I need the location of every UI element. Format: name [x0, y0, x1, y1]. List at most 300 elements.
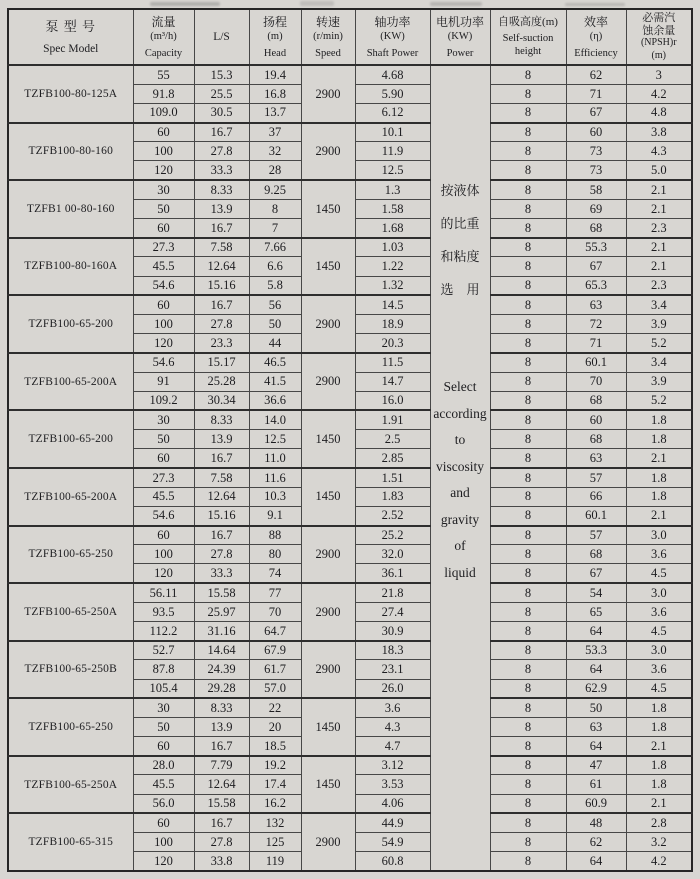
head-cell: 9.25	[249, 180, 301, 199]
ls-cell: 27.8	[194, 142, 249, 161]
head-cell: 28	[249, 161, 301, 180]
npsh-cell: 4.3	[626, 142, 692, 161]
efficiency-cell: 64	[566, 852, 626, 871]
capacity-cell: 120	[133, 161, 194, 180]
suction-cell: 8	[490, 334, 566, 353]
head-cell: 14.0	[249, 410, 301, 429]
header-label: 扬程	[262, 15, 287, 29]
suction-cell: 8	[490, 161, 566, 180]
header-label: Self-suction	[502, 33, 554, 44]
table-row	[8, 353, 692, 372]
efficiency-cell: 57	[566, 526, 626, 545]
npsh-cell: 3	[626, 65, 692, 84]
capacity-cell: 91	[133, 372, 194, 391]
speed-cell: 2900	[301, 65, 355, 123]
suction-cell: 8	[490, 526, 566, 545]
speed-cell: 1450	[301, 238, 355, 296]
efficiency-cell: 63	[566, 449, 626, 468]
capacity-cell: 45.5	[133, 775, 194, 794]
head-cell: 119	[249, 852, 301, 871]
npsh-cell: 4.2	[626, 84, 692, 103]
efficiency-cell: 54	[566, 583, 626, 602]
table-row	[8, 583, 692, 602]
head-cell: 32	[249, 142, 301, 161]
table-row	[8, 756, 692, 775]
head-cell: 88	[249, 526, 301, 545]
model-cell: TZFB100-65-250	[8, 698, 133, 756]
shaft-power-cell: 44.9	[355, 813, 430, 832]
shaft-power-cell: 14.7	[355, 372, 430, 391]
capacity-cell: 50	[133, 717, 194, 736]
npsh-cell: 1.8	[626, 410, 692, 429]
shaft-power-cell: 1.03	[355, 238, 430, 257]
npsh-cell: 3.0	[626, 526, 692, 545]
shaft-power-cell: 3.53	[355, 775, 430, 794]
capacity-cell: 120	[133, 564, 194, 583]
efficiency-cell: 60.1	[566, 353, 626, 372]
ls-cell: 8.33	[194, 410, 249, 429]
suction-cell: 8	[490, 142, 566, 161]
header-label: (η)	[589, 31, 603, 42]
ls-cell: 27.8	[194, 545, 249, 564]
head-cell: 74	[249, 564, 301, 583]
shaft-power-cell: 1.51	[355, 468, 430, 487]
head-cell: 16.2	[249, 794, 301, 813]
efficiency-cell: 66	[566, 487, 626, 506]
ls-cell: 15.3	[194, 65, 249, 84]
efficiency-cell: 67	[566, 257, 626, 276]
npsh-cell: 1.8	[626, 775, 692, 794]
npsh-cell: 5.0	[626, 161, 692, 180]
ls-cell: 12.64	[194, 775, 249, 794]
head-cell: 125	[249, 833, 301, 852]
ls-cell: 23.3	[194, 334, 249, 353]
suction-cell: 8	[490, 449, 566, 468]
suction-cell: 8	[490, 717, 566, 736]
ls-cell: 13.9	[194, 430, 249, 449]
head-cell: 18.5	[249, 737, 301, 756]
ls-cell: 25.28	[194, 372, 249, 391]
shaft-power-cell: 6.12	[355, 103, 430, 122]
model-cell: TZFB100-65-250A	[8, 583, 133, 641]
col-header-capacity	[133, 9, 194, 65]
ls-cell: 16.7	[194, 123, 249, 142]
shaft-power-cell: 25.2	[355, 526, 430, 545]
header-label: L/S	[213, 31, 230, 43]
suction-cell: 8	[490, 506, 566, 525]
npsh-cell: 4.5	[626, 621, 692, 640]
header-label: 电机功率	[435, 15, 484, 29]
efficiency-cell: 62	[566, 65, 626, 84]
npsh-cell: 2.1	[626, 180, 692, 199]
model-cell: TZFB100-80-160	[8, 123, 133, 181]
ls-cell: 29.28	[194, 679, 249, 698]
head-cell: 57.0	[249, 679, 301, 698]
speed-cell: 1450	[301, 698, 355, 756]
col-header-efficiency	[566, 9, 626, 65]
capacity-cell: 60	[133, 449, 194, 468]
table-row	[8, 698, 692, 717]
speed-cell: 2900	[301, 123, 355, 181]
npsh-cell: 5.2	[626, 391, 692, 410]
col-header-self-suction	[490, 9, 566, 65]
ls-cell: 12.64	[194, 487, 249, 506]
table-row	[8, 813, 692, 832]
capacity-cell: 30	[133, 410, 194, 429]
speed-cell: 1450	[301, 468, 355, 526]
efficiency-cell: 73	[566, 161, 626, 180]
col-header-ls	[194, 9, 249, 65]
suction-cell: 8	[490, 276, 566, 295]
ls-cell: 7.58	[194, 468, 249, 487]
suction-cell: 8	[490, 583, 566, 602]
npsh-cell: 3.4	[626, 295, 692, 314]
npsh-cell: 2.8	[626, 813, 692, 832]
head-cell: 36.6	[249, 391, 301, 410]
header-label: (KW)	[447, 31, 473, 42]
efficiency-cell: 63	[566, 717, 626, 736]
speed-cell: 1450	[301, 180, 355, 238]
efficiency-cell: 60	[566, 123, 626, 142]
ls-cell: 15.16	[194, 506, 249, 525]
suction-cell: 8	[490, 545, 566, 564]
efficiency-cell: 69	[566, 199, 626, 218]
shaft-power-cell: 21.8	[355, 583, 430, 602]
capacity-cell: 27.3	[133, 468, 194, 487]
head-cell: 9.1	[249, 506, 301, 525]
efficiency-cell: 64	[566, 660, 626, 679]
npsh-cell: 3.9	[626, 372, 692, 391]
capacity-cell: 50	[133, 430, 194, 449]
speed-cell: 2900	[301, 583, 355, 641]
header-label: Efficiency	[574, 48, 618, 59]
speed-cell: 2900	[301, 526, 355, 584]
capacity-cell: 87.8	[133, 660, 194, 679]
capacity-cell: 100	[133, 314, 194, 333]
npsh-cell: 2.3	[626, 276, 692, 295]
npsh-cell: 3.4	[626, 353, 692, 372]
suction-cell: 8	[490, 103, 566, 122]
shaft-power-cell: 54.9	[355, 833, 430, 852]
suction-cell: 8	[490, 794, 566, 813]
capacity-cell: 109.2	[133, 391, 194, 410]
col-header-shaft-power	[355, 9, 430, 65]
header-label: 必需汽	[642, 12, 676, 24]
head-cell: 46.5	[249, 353, 301, 372]
capacity-cell: 100	[133, 833, 194, 852]
col-header-model	[8, 9, 133, 65]
header-label: (m)	[651, 49, 666, 61]
shaft-power-cell: 26.0	[355, 679, 430, 698]
ls-cell: 31.16	[194, 621, 249, 640]
shaft-power-cell: 3.6	[355, 698, 430, 717]
shaft-power-cell: 2.5	[355, 430, 430, 449]
efficiency-cell: 67	[566, 103, 626, 122]
suction-cell: 8	[490, 257, 566, 276]
shaft-power-cell: 18.3	[355, 641, 430, 660]
capacity-cell: 55	[133, 65, 194, 84]
shaft-power-cell: 1.83	[355, 487, 430, 506]
head-cell: 80	[249, 545, 301, 564]
head-cell: 67.9	[249, 641, 301, 660]
suction-cell: 8	[490, 641, 566, 660]
ls-cell: 15.58	[194, 583, 249, 602]
header-label: 泵 型 号	[45, 18, 96, 34]
shaft-power-cell: 20.3	[355, 334, 430, 353]
suction-cell: 8	[490, 123, 566, 142]
col-header-speed	[301, 9, 355, 65]
efficiency-cell: 60.1	[566, 506, 626, 525]
npsh-cell: 2.1	[626, 794, 692, 813]
head-cell: 70	[249, 602, 301, 621]
npsh-cell: 2.3	[626, 219, 692, 238]
head-cell: 56	[249, 295, 301, 314]
suction-cell: 8	[490, 353, 566, 372]
capacity-cell: 50	[133, 199, 194, 218]
head-cell: 13.7	[249, 103, 301, 122]
header-label: 自吸高度(m)	[498, 16, 558, 28]
efficiency-cell: 57	[566, 468, 626, 487]
head-cell: 50	[249, 314, 301, 333]
ls-cell: 25.97	[194, 602, 249, 621]
ls-cell: 15.16	[194, 276, 249, 295]
head-cell: 44	[249, 334, 301, 353]
capacity-cell: 60	[133, 737, 194, 756]
npsh-cell: 5.2	[626, 334, 692, 353]
npsh-cell: 2.1	[626, 238, 692, 257]
suction-cell: 8	[490, 737, 566, 756]
npsh-cell: 2.1	[626, 257, 692, 276]
head-cell: 41.5	[249, 372, 301, 391]
speed-cell: 2900	[301, 813, 355, 871]
table-row	[8, 123, 692, 142]
scan-artifact	[300, 1, 334, 6]
shaft-power-cell: 1.68	[355, 219, 430, 238]
npsh-cell: 4.5	[626, 564, 692, 583]
ls-cell: 27.8	[194, 833, 249, 852]
capacity-cell: 100	[133, 142, 194, 161]
ls-cell: 13.9	[194, 199, 249, 218]
ls-cell: 25.5	[194, 84, 249, 103]
efficiency-cell: 68	[566, 430, 626, 449]
head-cell: 64.7	[249, 621, 301, 640]
npsh-cell: 1.8	[626, 717, 692, 736]
head-cell: 11.0	[249, 449, 301, 468]
efficiency-cell: 55.3	[566, 238, 626, 257]
col-header-head	[249, 9, 301, 65]
suction-cell: 8	[490, 391, 566, 410]
shaft-power-cell: 2.85	[355, 449, 430, 468]
suction-cell: 8	[490, 756, 566, 775]
capacity-cell: 120	[133, 852, 194, 871]
ls-cell: 16.7	[194, 813, 249, 832]
shaft-power-cell: 30.9	[355, 621, 430, 640]
scan-artifact	[150, 2, 220, 6]
capacity-cell: 93.5	[133, 602, 194, 621]
npsh-cell: 3.9	[626, 314, 692, 333]
capacity-cell: 45.5	[133, 487, 194, 506]
note-chinese: 按液体 的比重 和粘度 选 用	[440, 183, 480, 297]
ls-cell: 7.79	[194, 756, 249, 775]
model-cell: TZFB100-65-200A	[8, 353, 133, 411]
efficiency-cell: 50	[566, 698, 626, 717]
suction-cell: 8	[490, 698, 566, 717]
efficiency-cell: 65	[566, 602, 626, 621]
npsh-cell: 3.0	[626, 641, 692, 660]
speed-cell: 2900	[301, 295, 355, 353]
efficiency-cell: 68	[566, 545, 626, 564]
npsh-cell: 3.6	[626, 660, 692, 679]
npsh-cell: 1.8	[626, 430, 692, 449]
model-cell: TZFB100-80-160A	[8, 238, 133, 296]
head-cell: 132	[249, 813, 301, 832]
ls-cell: 13.9	[194, 717, 249, 736]
ls-cell: 16.7	[194, 526, 249, 545]
header-label: 流量	[151, 15, 176, 29]
header-label: Head	[263, 48, 287, 59]
efficiency-cell: 60.9	[566, 794, 626, 813]
shaft-power-cell: 10.1	[355, 123, 430, 142]
shaft-power-cell: 4.06	[355, 794, 430, 813]
suction-cell: 8	[490, 564, 566, 583]
shaft-power-cell: 5.90	[355, 84, 430, 103]
head-cell: 11.6	[249, 468, 301, 487]
ls-cell: 7.58	[194, 238, 249, 257]
header-label: (KW)	[380, 31, 405, 42]
ls-cell: 8.33	[194, 180, 249, 199]
shaft-power-cell: 1.91	[355, 410, 430, 429]
npsh-cell: 1.8	[626, 487, 692, 506]
table-row	[8, 180, 692, 199]
capacity-cell: 91.8	[133, 84, 194, 103]
efficiency-cell: 60	[566, 410, 626, 429]
shaft-power-cell: 4.3	[355, 717, 430, 736]
capacity-cell: 52.7	[133, 641, 194, 660]
ls-cell: 33.8	[194, 852, 249, 871]
capacity-cell: 56.11	[133, 583, 194, 602]
efficiency-cell: 64	[566, 737, 626, 756]
capacity-cell: 105.4	[133, 679, 194, 698]
efficiency-cell: 63	[566, 295, 626, 314]
head-cell: 77	[249, 583, 301, 602]
shaft-power-cell: 1.22	[355, 257, 430, 276]
table-row	[8, 468, 692, 487]
suction-cell: 8	[490, 314, 566, 333]
efficiency-cell: 72	[566, 314, 626, 333]
shaft-power-cell: 16.0	[355, 391, 430, 410]
capacity-cell: 54.6	[133, 276, 194, 295]
npsh-cell: 2.1	[626, 449, 692, 468]
speed-cell: 2900	[301, 641, 355, 699]
head-cell: 7.66	[249, 238, 301, 257]
capacity-cell: 60	[133, 526, 194, 545]
ls-cell: 33.3	[194, 564, 249, 583]
efficiency-cell: 70	[566, 372, 626, 391]
shaft-power-cell: 2.52	[355, 506, 430, 525]
capacity-cell: 60	[133, 295, 194, 314]
ls-cell: 30.5	[194, 103, 249, 122]
table-row	[8, 526, 692, 545]
capacity-cell: 45.5	[133, 257, 194, 276]
ls-cell: 16.7	[194, 449, 249, 468]
capacity-cell: 120	[133, 334, 194, 353]
header-label: (m³/h)	[150, 31, 177, 42]
npsh-cell: 1.8	[626, 468, 692, 487]
suction-cell: 8	[490, 199, 566, 218]
table-row	[8, 410, 692, 429]
shaft-power-cell: 11.5	[355, 353, 430, 372]
header-label: (m)	[267, 31, 283, 42]
capacity-cell: 60	[133, 219, 194, 238]
header-label: Power	[446, 48, 474, 59]
capacity-cell: 112.2	[133, 621, 194, 640]
head-cell: 8	[249, 199, 301, 218]
capacity-cell: 54.6	[133, 353, 194, 372]
header-label: 转速	[315, 15, 340, 29]
head-cell: 37	[249, 123, 301, 142]
suction-cell: 8	[490, 430, 566, 449]
shaft-power-cell: 12.5	[355, 161, 430, 180]
model-cell: TZFB100-65-200	[8, 410, 133, 468]
ls-cell: 16.7	[194, 737, 249, 756]
suction-cell: 8	[490, 65, 566, 84]
npsh-cell: 4.8	[626, 103, 692, 122]
suction-cell: 8	[490, 84, 566, 103]
scan-artifact	[430, 2, 482, 6]
shaft-power-cell: 1.3	[355, 180, 430, 199]
model-cell: TZFB100-65-250A	[8, 756, 133, 814]
head-cell: 61.7	[249, 660, 301, 679]
efficiency-cell: 73	[566, 142, 626, 161]
suction-cell: 8	[490, 410, 566, 429]
col-header-motor-power	[430, 9, 490, 65]
ls-cell: 14.64	[194, 641, 249, 660]
head-cell: 12.5	[249, 430, 301, 449]
npsh-cell: 2.1	[626, 737, 692, 756]
model-cell: TZFB100-65-200A	[8, 468, 133, 526]
suction-cell: 8	[490, 295, 566, 314]
suction-cell: 8	[490, 813, 566, 832]
capacity-cell: 100	[133, 545, 194, 564]
speed-cell: 1450	[301, 756, 355, 814]
shaft-power-cell: 32.0	[355, 545, 430, 564]
npsh-cell: 2.1	[626, 199, 692, 218]
table-row	[8, 238, 692, 257]
npsh-cell: 1.8	[626, 698, 692, 717]
header-label: Spec Model	[43, 42, 99, 55]
header-label: 效率	[583, 15, 608, 29]
shaft-power-cell: 14.5	[355, 295, 430, 314]
head-cell: 17.4	[249, 775, 301, 794]
head-cell: 16.8	[249, 84, 301, 103]
table-row	[8, 295, 692, 314]
col-header-npsh	[626, 9, 692, 65]
head-cell: 19.2	[249, 756, 301, 775]
shaft-power-cell: 60.8	[355, 852, 430, 871]
capacity-cell: 30	[133, 698, 194, 717]
suction-cell: 8	[490, 180, 566, 199]
shaft-power-cell: 36.1	[355, 564, 430, 583]
efficiency-cell: 61	[566, 775, 626, 794]
head-cell: 5.8	[249, 276, 301, 295]
efficiency-cell: 68	[566, 391, 626, 410]
capacity-cell: 56.0	[133, 794, 194, 813]
suction-cell: 8	[490, 468, 566, 487]
model-cell: TZFB100-80-125A	[8, 65, 133, 123]
shaft-power-cell: 23.1	[355, 660, 430, 679]
efficiency-cell: 68	[566, 219, 626, 238]
scan-artifact	[565, 3, 625, 6]
